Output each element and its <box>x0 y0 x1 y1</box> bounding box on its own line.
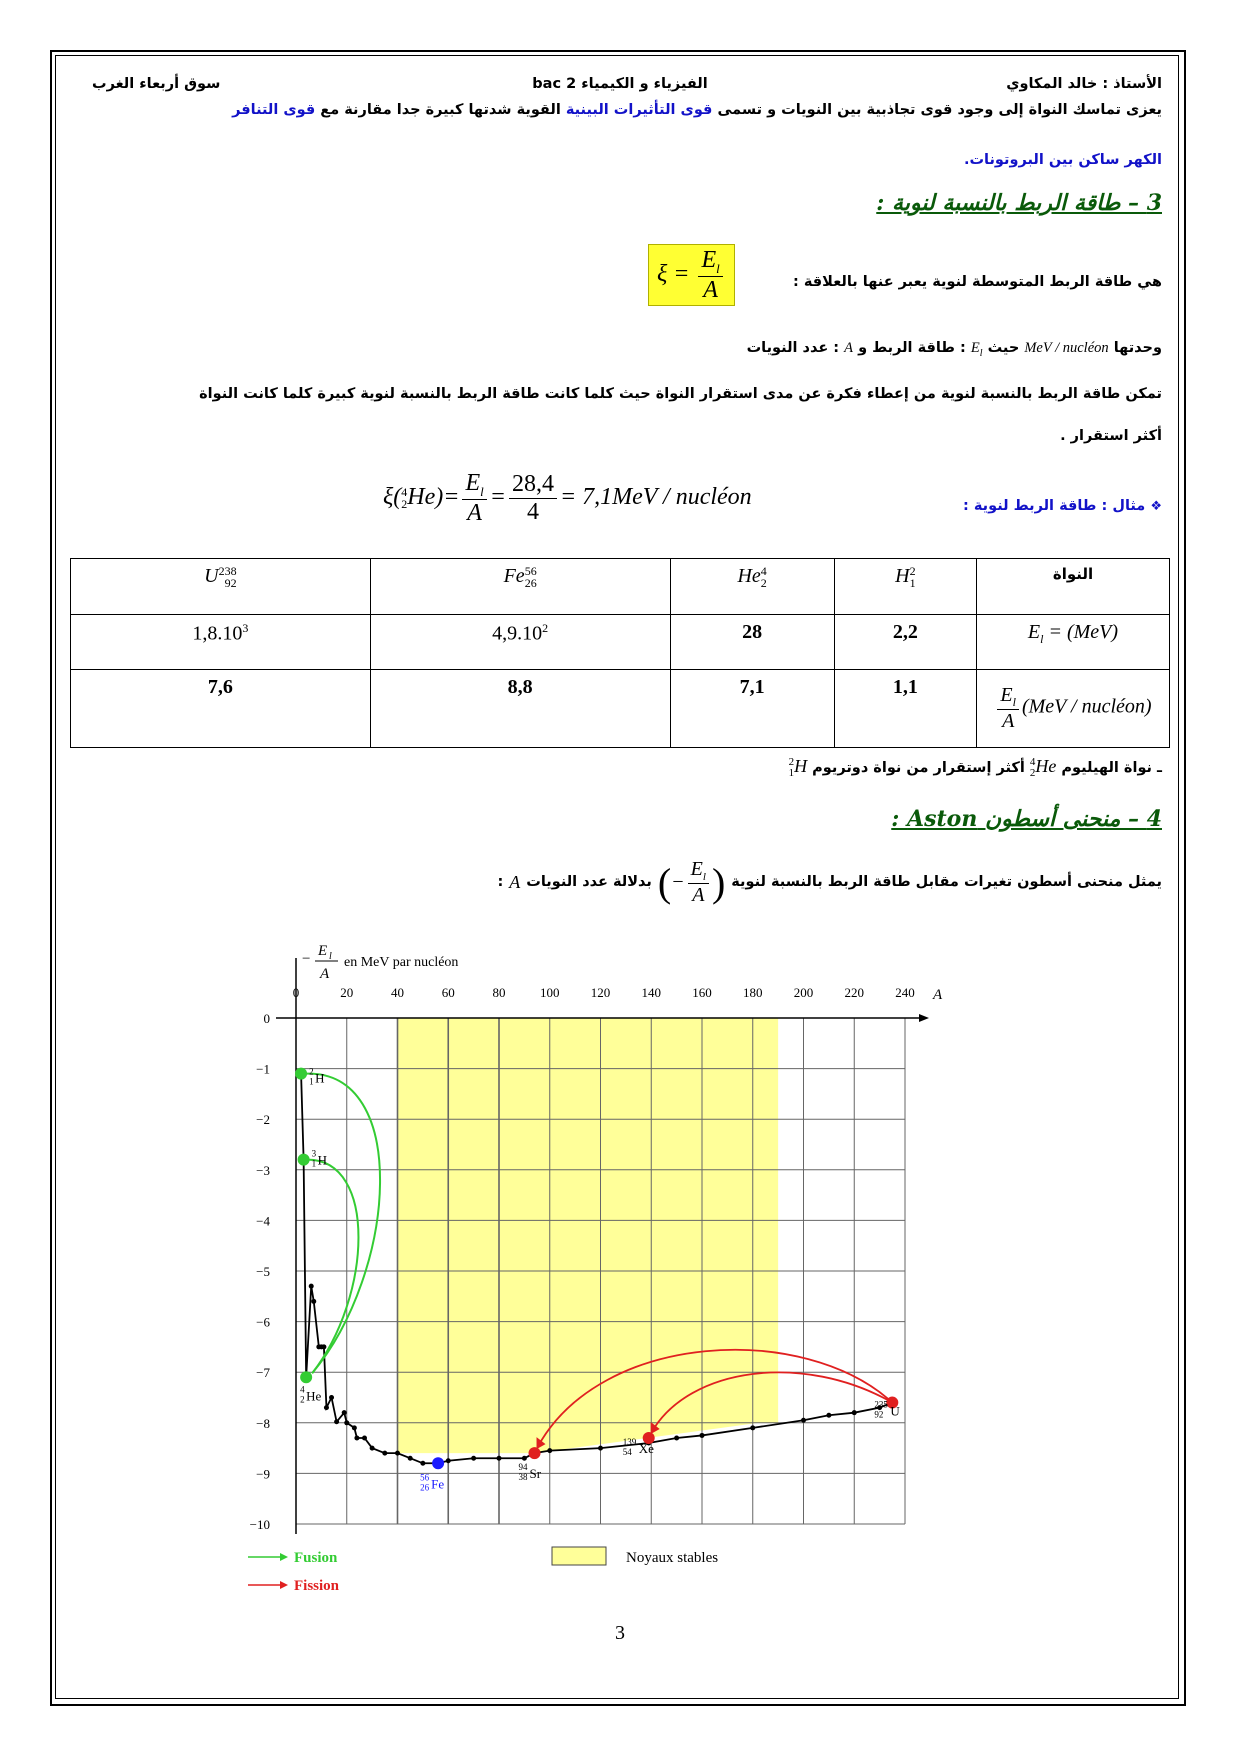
nucleus-1-symbol: He <box>737 565 761 587</box>
nucleus-3-symbol: U <box>204 565 219 587</box>
desc-frac-den: A <box>692 884 705 907</box>
curve-point <box>342 1410 347 1415</box>
x-tick-label: 60 <box>441 985 455 1000</box>
x-tick-label: 0 <box>292 985 300 1000</box>
x-tick-label: 40 <box>391 985 404 1000</box>
table-el-2 <box>370 615 670 669</box>
intro-text-repulsion: قوى التنافر <box>232 102 316 118</box>
conclusion-line <box>72 756 1162 779</box>
y-label-sub: l <box>329 951 332 962</box>
curve-point <box>354 1435 359 1440</box>
legend-fusion-arrowhead <box>280 1553 288 1561</box>
table-el-1: 28 <box>670 615 834 669</box>
nucleus-z-label: 38 <box>518 1472 528 1483</box>
binding-energy-table <box>70 558 1170 748</box>
example-label-row <box>963 498 1162 514</box>
table-el-3-exp: 3 <box>242 621 249 636</box>
desc-frac-num: E <box>690 858 703 880</box>
y-tick-label: −10 <box>249 1517 270 1532</box>
units-line <box>72 338 1162 364</box>
units-el-sub: l <box>979 347 983 359</box>
header-subject: الفيزياء و الكيمياء 2 bac <box>532 76 708 92</box>
curve-point <box>321 1344 326 1349</box>
nucleus-0-symbol: H <box>895 565 910 587</box>
formula-num: E <box>701 247 717 273</box>
nucleus-1-z: 2 <box>760 576 767 591</box>
curve-point <box>801 1418 806 1423</box>
nucleus-symbol-label: H <box>317 1152 328 1168</box>
legend-fission-arrowhead <box>280 1581 288 1589</box>
nucleus-1-mass: 4 <box>760 564 767 579</box>
x-tick-label: 100 <box>540 985 560 1000</box>
curve-point <box>309 1284 314 1289</box>
conclusion-text-a: ـ نواة الهيليوم <box>1056 760 1162 776</box>
curve-point <box>826 1413 831 1418</box>
nucleus-0-z: 1 <box>909 576 916 591</box>
table-el-2-exp: 2 <box>542 621 549 636</box>
curve-point <box>352 1425 357 1430</box>
legend-stable-label: Noyaux stables <box>626 1550 719 1566</box>
y-tick-label: −9 <box>256 1466 270 1482</box>
x-tick-label: 240 <box>895 985 915 1000</box>
x-tick-label: 80 <box>492 985 506 1000</box>
curve-point <box>362 1435 367 1440</box>
conclusion-h: H <box>794 756 808 776</box>
example-element: He <box>407 483 436 510</box>
row3-label-sub: l <box>1012 694 1016 709</box>
nucleus-mass-label: 56 <box>420 1472 430 1483</box>
page-number: 3 <box>615 1622 625 1644</box>
example-el: E <box>465 470 481 496</box>
table-el-3 <box>71 615 371 669</box>
x-tick-label: 180 <box>743 985 763 1000</box>
legend-fission-label: Fission <box>294 1578 340 1594</box>
nucleus-2-symbol: Fe <box>503 565 525 587</box>
table-row-xi-label <box>977 669 1170 747</box>
header-school: سوق أربعاء الغرب <box>92 76 221 92</box>
conclusion-he: He <box>1035 756 1057 776</box>
row3-label-num: E <box>1000 683 1013 706</box>
nucleus-0-mass: 2 <box>909 564 916 579</box>
nucleus-symbol-label: Fe <box>431 1476 445 1492</box>
conclusion-he-a: 4 <box>1029 755 1036 768</box>
desc-frac-sub: l <box>702 871 706 883</box>
x-tick-label: 200 <box>793 985 814 1000</box>
header-teacher: الأستاذ : خالد المكاوي <box>1006 76 1162 92</box>
table-xi-0: 1,1 <box>834 669 976 747</box>
curve-point <box>750 1425 755 1430</box>
curve-point <box>344 1420 349 1425</box>
legend-fusion-label: Fusion <box>294 1550 338 1566</box>
units-text-d: : عدد النويات <box>746 340 845 356</box>
example-num2: 28,4 <box>509 471 557 498</box>
nucleus-3-z: 92 <box>224 576 237 591</box>
nucleus-2-z: 26 <box>524 576 537 591</box>
y-tick-label: −8 <box>256 1415 270 1431</box>
example-lhs: ξ( <box>383 483 402 510</box>
nucleus-mass-label: 235 <box>874 1399 888 1410</box>
units-text-a: وحدتها <box>1108 340 1162 356</box>
formula-lhs: ξ = <box>657 260 696 287</box>
nucleus-mass-label: 2 <box>309 1066 314 1077</box>
x-tick-label: 140 <box>641 985 661 1000</box>
x-tick-label: 160 <box>692 985 712 1000</box>
y-tick-label: −7 <box>256 1365 270 1381</box>
table-xi-1: 7,1 <box>670 669 834 747</box>
curve-point <box>408 1456 413 1461</box>
table-el-3-base: 1,8.10 <box>192 622 243 645</box>
y-tick-label: −5 <box>256 1264 270 1279</box>
y-tick-label: −4 <box>256 1213 270 1229</box>
units-a: A <box>844 340 854 356</box>
curve-point <box>522 1456 527 1461</box>
table-nucleus-0 <box>834 559 976 615</box>
y-axis-label: en MeV par nucléon <box>344 955 459 970</box>
curve-point <box>334 1419 339 1424</box>
table-xi-3: 7,6 <box>71 669 371 747</box>
intro-text-forces: قوى التأثيرات البينية <box>565 102 713 118</box>
nucleus-symbol-label: He <box>306 1388 322 1404</box>
nucleus-3-mass: 238 <box>218 564 237 579</box>
example-bullet: ❖ <box>1150 499 1162 514</box>
units-text-c: : طاقة الربط و <box>853 340 971 356</box>
curve-point <box>700 1433 705 1438</box>
section4-desc-b: بدلالة عدد النويات <box>526 874 652 891</box>
stability-line-2: أكثر استقرار . <box>1060 428 1162 444</box>
definition-text: هي طاقة الربط المتوسطة لنوية يعبر عنها بالعلاقة : <box>793 274 1162 290</box>
nucleus-z-label: 1 <box>311 1158 317 1169</box>
section4-desc-fraction: ( − $\frac{E_l}{A}$ ) <box>657 858 726 907</box>
legend-stable-swatch <box>552 1547 606 1565</box>
nucleus-mass-label: 94 <box>518 1462 528 1473</box>
nucleus-symbol-label: Xe <box>638 1440 654 1456</box>
conclusion-h-z: 1 <box>788 766 795 779</box>
y-tick-label: −3 <box>256 1162 270 1178</box>
nucleus-marker-h <box>298 1154 310 1166</box>
curve-point <box>446 1458 451 1463</box>
x-axis-arrow <box>919 1014 929 1022</box>
curve-point <box>329 1395 334 1400</box>
nucleus-mass-label: 139 <box>622 1436 637 1447</box>
curve-point <box>395 1451 400 1456</box>
row2-label-sub: l <box>1040 632 1044 647</box>
section3-title: 3 – طاقة الربط بالنسبة لنوية : <box>876 190 1162 216</box>
nucleus-2-mass: 56 <box>524 564 537 579</box>
intro-text-c: القوية شدتها كبيرة جدا مقارنة مع <box>315 102 566 118</box>
nucleus-marker-sr <box>529 1447 541 1459</box>
nucleus-z-label: 26 <box>420 1482 430 1493</box>
example-el-sub: l <box>480 483 484 499</box>
conclusion-he-z: 2 <box>1029 766 1036 779</box>
binding-energy-formula <box>648 244 735 306</box>
intro-paragraph-1 <box>72 100 1162 120</box>
y-tick-label: 0 <box>263 1011 270 1026</box>
table-nucleus-3 <box>71 559 371 615</box>
example-label: مثال : طاقة الربط لنوية : <box>963 498 1146 514</box>
x-axis-label: A <box>933 987 943 1003</box>
section4-description <box>497 858 1162 906</box>
units-unit: MeV / nucléon <box>1024 340 1109 356</box>
units-el: E <box>970 340 980 356</box>
curve-point <box>382 1451 387 1456</box>
table-row-el-label <box>977 615 1170 669</box>
curve-point <box>497 1456 502 1461</box>
curve-point <box>370 1446 375 1451</box>
formula-num-sub: l <box>716 260 720 276</box>
fusion-arrow-h3 <box>308 1160 359 1374</box>
table-nucleus-2 <box>370 559 670 615</box>
nucleus-mass-label: 4 <box>300 1384 305 1395</box>
y-label-minus: − <box>302 951 311 967</box>
example-rhs1: )= <box>435 483 460 510</box>
table-nucleus-1 <box>670 559 834 615</box>
nucleus-z-label: 1 <box>309 1076 314 1087</box>
table-el-2-base: 4,9.10 <box>492 622 543 645</box>
definition-line <box>72 272 1162 292</box>
y-label-num: E <box>318 943 328 959</box>
table-header-label: النواة <box>977 559 1170 615</box>
nucleus-mass-label: 3 <box>311 1148 317 1159</box>
example-result: = 7,1MeV / nucléon <box>559 483 752 510</box>
nucleus-z-label: 2 <box>300 1394 305 1405</box>
formula-den: A <box>703 277 718 304</box>
nucleus-z-label: 54 <box>622 1446 632 1457</box>
example-atomic-number: 2 <box>401 497 408 512</box>
table-el-0: 2,2 <box>834 615 976 669</box>
row3-label-rest: (MeV / nucléon) <box>1021 695 1152 718</box>
curve-point <box>311 1299 316 1304</box>
aston-curve-chart <box>240 935 960 1595</box>
y-tick-label: −6 <box>256 1314 270 1330</box>
curve-point <box>547 1448 552 1453</box>
section4-desc-a: يمثل منحنى أسطون تغيرات مقابل طاقة الربط بالنسبة لنوية <box>731 874 1162 891</box>
x-tick-label: 220 <box>844 985 864 1000</box>
curve-point <box>674 1435 679 1440</box>
section4-desc-colon: : <box>497 874 504 891</box>
example-formula: ξ( 4 2 He)= $\frac{E_l}{A}$ = $\frac{28,4}{4}$ = 7,1MeV / nucléon <box>383 470 752 527</box>
stability-line-1: تمكن طاقة الربط بالنسبة لنوية من إعطاء فكرة عن مدى استقرار النواة حيث كلما كانت طاقة الربط بالنسبة لنوية كبيرة كلما كانت النواة <box>199 386 1162 402</box>
example-den2: 4 <box>526 498 539 525</box>
nucleus-z-label: 92 <box>874 1409 884 1420</box>
y-tick-label: −1 <box>256 1061 270 1077</box>
section4-desc-a-symbol: A <box>509 871 521 892</box>
units-text-b: حيث <box>982 340 1025 356</box>
row3-label-den: A <box>1002 709 1015 732</box>
conclusion-text-b: أكثر إستقرار من نواة دوتريوم <box>807 760 1030 776</box>
nucleus-marker-he <box>300 1371 312 1383</box>
y-label-den: A <box>320 966 330 982</box>
conclusion-h-a: 2 <box>788 755 795 768</box>
nucleus-marker-h <box>295 1068 307 1080</box>
y-tick-label: −2 <box>256 1112 270 1128</box>
x-tick-label: 20 <box>340 985 354 1000</box>
example-mass-number: 4 <box>401 485 408 500</box>
row2-label-rest: = (MeV) <box>1043 621 1119 644</box>
section4-title: 4 – منحنى أسطون Aston : <box>891 806 1162 832</box>
row2-label-e: E <box>1027 621 1041 644</box>
x-tick-label: 120 <box>590 985 611 1000</box>
example-a-den: A <box>467 500 482 527</box>
intro-paragraph-2: الكهر ساكن بين البروتونات. <box>963 152 1162 168</box>
nucleus-symbol-label: U <box>890 1403 900 1419</box>
curve-point <box>324 1405 329 1410</box>
curve-point <box>420 1461 425 1466</box>
table-xi-2: 8,8 <box>370 669 670 747</box>
intro-text-a: يعزى تماسك النواة إلى وجود قوى تجاذبية بين النويات و تسمى <box>712 102 1162 118</box>
curve-point <box>852 1410 857 1415</box>
nucleus-marker-fe <box>432 1457 444 1469</box>
curve-point <box>471 1456 476 1461</box>
curve-point <box>598 1446 603 1451</box>
nucleus-symbol-label: H <box>315 1070 325 1086</box>
nucleus-symbol-label: Sr <box>529 1466 542 1482</box>
